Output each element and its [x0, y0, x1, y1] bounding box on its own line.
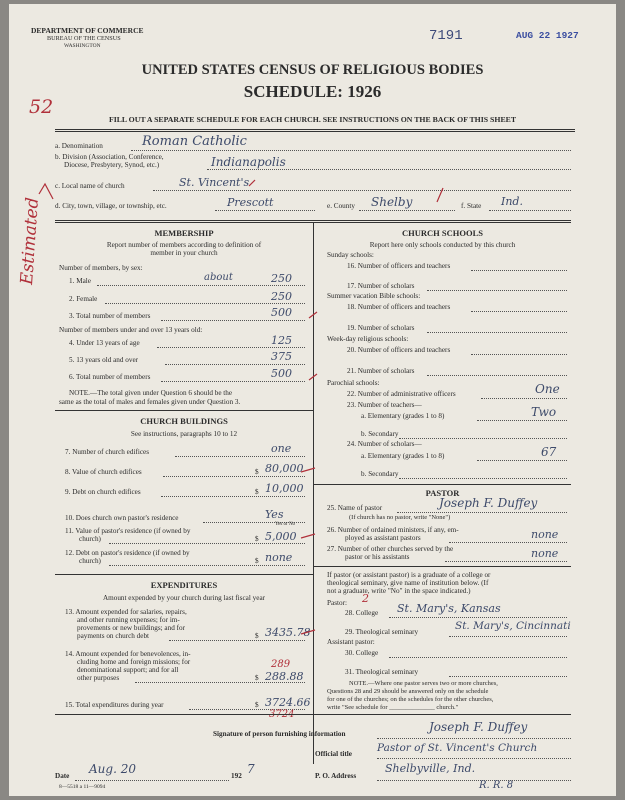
q2-female-label: 2. Female: [69, 295, 98, 303]
q31-label: 31. Theological seminary: [345, 668, 419, 676]
city-label: WASHINGTON: [64, 43, 101, 49]
signature-value: Joseph F. Duffey: [429, 720, 528, 734]
margin-number: 52: [29, 96, 54, 118]
q23a-value: Two: [531, 405, 557, 419]
q22-value: One: [535, 382, 560, 396]
q8-label: 8. Value of church edifices: [65, 468, 142, 476]
q10-value: Yes: [265, 508, 284, 521]
q18-label: 18. Number of officers and teachers: [347, 303, 451, 311]
graduate-instruction-2: theological seminary, give name of institution below. (If: [327, 579, 489, 587]
membership-intro-1: Report number of members according to definition of: [106, 241, 262, 249]
q28-label: 28. College: [345, 609, 379, 617]
form-code: 8—5518 a 11—9094: [59, 784, 106, 790]
pastor-note-1: NOTE.—Where one pastor serves two or more churches,: [349, 680, 498, 687]
members-by-sex-label: Number of members, by sex:: [59, 264, 143, 272]
instructions-banner: FILL OUT A SEPARATE SCHEDULE FOR EACH CHURCH. SEE INSTRUCTIONS ON THE BACK OF THIS SHEET: [108, 115, 517, 124]
expenditures-heading: EXPENDITURES: [150, 580, 218, 590]
division-label-1: b. Division (Association, Conference,: [55, 153, 164, 161]
q15-value: 3724.66: [265, 696, 311, 709]
pastor-note-2: Questions 28 and 29 should be answered only on the schedule: [327, 688, 489, 695]
q1-male-label: 1. Male: [69, 277, 91, 285]
parochial-schools-label: Parochial schools:: [327, 379, 380, 387]
county-label: e. County: [327, 202, 355, 210]
q12-label-1: 12. Debt on pastor's residence (if owned by: [65, 549, 190, 557]
membership-intro-2: member in your church: [150, 249, 218, 257]
date-label: Date: [55, 772, 70, 780]
q30-label: 30. College: [345, 649, 379, 657]
division-value: Indianapolis: [211, 155, 286, 169]
q26-label-1: 26. Number of ordained ministers, if any, em-: [327, 526, 459, 534]
city-town-label: d. City, town, village, or township, etc.: [55, 202, 167, 210]
q22-label: 22. Number of administrative officers: [347, 390, 456, 398]
q7-label: 7. Number of church edifices: [65, 448, 150, 456]
q29-label: 29. Theological seminary: [345, 628, 419, 636]
schools-heading: CHURCH SCHOOLS: [402, 228, 483, 238]
schools-subheading: Report here only schools conducted by this church: [369, 241, 516, 249]
membership-heading: MEMBERSHIP: [154, 228, 214, 238]
q2-female-value: 250: [271, 290, 292, 303]
q24b-label: b. Secondary: [361, 470, 399, 478]
received-date-stamp: AUG 22 1927: [516, 30, 579, 41]
official-title-value: Pastor of St. Vincent's Church: [377, 742, 538, 754]
q21-label: 21. Number of scholars: [347, 367, 415, 375]
assistant-pastor-subheading: Assistant pastor:: [327, 638, 375, 646]
signature-label: Signature of person furnishing information: [213, 730, 346, 738]
q8-value: 80,000: [265, 462, 304, 475]
q13-label-1: 13. Amount expended for salaries, repairs,: [65, 608, 187, 616]
membership-note-2: same as the total of males and females given under Question 3.: [59, 398, 241, 406]
q14-label-1: 14. Amount expended for benevolences, in-: [65, 650, 191, 658]
division-label-2: Diocese, Presbytery, Synod, etc.): [64, 161, 160, 169]
graduate-instruction-1: If pastor (or assistant pastor) is a graduate of a college or: [327, 571, 491, 579]
q3-total-label: 3. Total number of members: [69, 312, 151, 320]
q10-label: 10. Does church own pastor's residence: [65, 514, 179, 522]
denomination-value: Roman Catholic: [142, 134, 247, 149]
q3-total-value: 500: [271, 306, 292, 319]
q13-label-4: payments on church debt: [77, 632, 150, 640]
q14-value: 288.88: [265, 670, 304, 683]
q25-label: 25. Name of pastor: [327, 504, 383, 512]
q23-label: 23. Number of teachers—: [347, 401, 422, 409]
weekday-schools-label: Week-day religious schools:: [327, 335, 409, 343]
q24-label: 24. Number of scholars—: [347, 440, 422, 448]
q11-value: 5,000: [265, 530, 297, 543]
q20-label: 20. Number of officers and teachers: [347, 346, 451, 354]
q9-label: 9. Debt on church edifices: [65, 488, 141, 496]
q23b-label: b. Secondary: [361, 430, 399, 438]
q13-value: 3435.78: [265, 626, 311, 639]
q26-value: none: [531, 528, 559, 541]
q9-value: 10,000: [265, 482, 304, 495]
q13-label-2: and other running expenses; for im-: [77, 616, 180, 624]
q6-total-value: 500: [271, 367, 292, 380]
q25-note: (If church has no pastor, write "None"): [349, 514, 451, 521]
date-value: Aug. 20: [89, 762, 136, 776]
q4-under13-label: 4. Under 13 years of age: [69, 339, 140, 347]
q16-label: 16. Number of officers and teachers: [347, 262, 451, 270]
state-value: Ind.: [501, 195, 523, 208]
graduate-instruction-3: not a graduate, write "No" in the space indicated.): [327, 587, 471, 595]
q11-label-2: church): [79, 535, 101, 543]
expenditures-subheading: Amount expended by your church during last fiscal year: [102, 594, 266, 602]
q11-label-1: 11. Value of pastor's residence (if owned by: [65, 527, 191, 535]
q27-label-1: 27. Number of other churches served by the: [327, 545, 454, 553]
church-name-label: c. Local name of church: [55, 182, 125, 190]
q13-label-3: provements or new buildings; and for: [77, 624, 185, 632]
buildings-heading: CHURCH BUILDINGS: [140, 416, 228, 426]
state-label: f. State: [461, 202, 482, 210]
q26-label-2: ployed as assistant pastors: [345, 534, 421, 542]
city-town-value: Prescott: [227, 196, 274, 209]
buildings-subheading: See instructions, paragraphs 10 to 12: [130, 430, 238, 438]
age-intro-label: Number of members under and over 13 years old:: [59, 326, 203, 334]
census-schedule-sheet: DEPARTMENT OF COMMERCE BUREAU OF THE CENSUS WASHINGTON 7191 AUG 22 1927 UNITED STATES CENSUS OF RELIGIOUS BODIES SCHEDULE: 1926 52 FILL OUT A SEPARATE SCHEDULE FOR EACH CHURCH. SEE INSTRUCTIONS ON THE BACK OF THIS SHEET a. Denomination Roman Catholic b. Division (Association, Conference, Diocese, Presbytery, Synod, etc.) Indianapolis c. Local name of church St. Vincent's d. City, town, village, or township, etc. Prescott e. County Shelby f. State Ind. Estimated MEMBERSHIP Report number of members according to definition of member in your church Number of members, by sex: 1. Male about 250 2. Female 250 3. Total number of members 500 Number of members under and over 13 years old: 4. Under 13 years of age 125 5. 13 years old and over 375 6. Total number of members 500 NOTE.—The total given under Question 6 should be the same as the total of males and females given under Question 3. CHURCH BUILDINGS See instructions, paragraphs 10 to 12 7. Number of church edifices one 8. Value of church edifices $ 80,000 9. Debt on church edifices $ 10,000 10. Does church own pastor's residence Yes Yes or No 11. Value of pastor's residence (if owned by church) $ 5,000 12. Debt on pastor's residence (if owned by church) $ none EXPENDITURES Amount expended by your church during last fiscal year 13. Amount expended for salaries, repairs, and other running expenses; for im- provements or new buildings; and for payments on church debt $ 3435.78 14. Amount expended for benevolences, in- cluding home and foreign missions; for denominational support; and for all other purposes 289 $ 288.88 15. Total expenditures during year $ 3724.66 CHURCH SCHOOLS Report here only schools conducted by this church Sunday schools: 16. Number of officers and teachers 17. Number of scholars Summer vacation Bible schools: 18. Number of officers and teachers 19. Number of scholars Week-day religious schools: 20. Number of officers and teachers 21. Number of scholars Parochial schools: 22. Number of administrative officers One 23. Number of teachers— a. Elementary (grades 1 to 8) Two b. Secondary 24. Number of scholars— a. Elementary (grades 1 to 8) 67 b. Secondary PASTOR 25. Name of pastor Joseph F. Duffey (If church has no pastor, write "None") 26. Number of ordained ministers, if any, em- ployed as assistant pastors none 27. Number of other churches served by the pastor or his assistants none If pastor (or assistant pastor) is a graduate of a college or theological seminary, give name of institution below. (If not a graduate, write "No" in the space indicated.) Pastor: 2 28. College St. Mary's, Kansas 29. Theological seminary St. Mary's, Cincinnati Assistant pastor: 30. College 31. Theological seminary NOTE.—Where one pastor serves two or more churches, Questions 28 and 29 should be answered only on the schedule for one of the churches; on the schedules for the other churches, write "See schedule for ______________ church." Signature of person furnishing information Joseph F. Duffey Official title Pastor of St. Vincent's Church Date Aug. 20 192 7 P. O. Address Shelbyville, Ind. R. R. 8 8—5518 a 11—9094: [9, 4, 616, 796]
estimated-margin-note: Estimated: [17, 196, 44, 286]
q14-red-correction: 289: [271, 659, 291, 670]
q27-value: none: [531, 547, 559, 560]
q28-college-value: St. Mary's, Kansas: [397, 602, 501, 615]
q1-about-note: about: [204, 272, 233, 283]
q23a-label: a. Elementary (grades 1 to 8): [361, 412, 445, 420]
q5-over13-label: 5. 13 years old and over: [69, 356, 139, 364]
po-address-value: Shelbyville, Ind.: [385, 762, 476, 775]
department-label: DEPARTMENT OF COMMERCE: [31, 26, 144, 35]
county-value: Shelby: [371, 195, 413, 209]
church-name-value: St. Vincent's: [179, 176, 250, 189]
checkmarks-overlay: [9, 4, 616, 796]
pastor-subheading: Pastor:: [327, 599, 347, 607]
q29-seminary-value: St. Mary's, Cincinnati: [455, 620, 571, 632]
pastor-heading: PASTOR: [425, 488, 460, 498]
year-prefix: 192: [231, 772, 242, 780]
q14-label-4: other purposes: [77, 674, 120, 682]
q10-options: Yes or No: [275, 522, 296, 527]
q12-label-2: church): [79, 557, 101, 565]
q24a-label: a. Elementary (grades 1 to 8): [361, 452, 445, 460]
q15-label: 15. Total expenditures during year: [65, 701, 164, 709]
form-number: 7191: [429, 28, 463, 44]
summer-schools-label: Summer vacation Bible schools:: [327, 292, 421, 300]
q14-label-2: cluding home and foreign missions; for: [77, 658, 191, 666]
q19-label: 19. Number of scholars: [347, 324, 415, 332]
schedule-title: SCHEDULE: 1926: [243, 82, 382, 101]
q24a-value: 67: [541, 445, 557, 459]
q1-male-value: 250: [271, 272, 292, 285]
denomination-label: a. Denomination: [55, 142, 103, 150]
form-title: UNITED STATES CENSUS OF RELIGIOUS BODIES: [141, 62, 484, 78]
q17-label: 17. Number of scholars: [347, 282, 415, 290]
q4-under13-value: 125: [271, 334, 292, 347]
q12-value: none: [265, 551, 293, 564]
membership-note-1: NOTE.—The total given under Question 6 should be the: [69, 389, 233, 397]
q6-total-label: 6. Total number of members: [69, 373, 151, 381]
po-address-route: R. R. 8: [479, 780, 514, 791]
sunday-schools-label: Sunday schools:: [327, 251, 374, 259]
q14-label-3: denominational support; and for all: [77, 666, 179, 674]
pastor-note-4: write "See schedule for ______________ church.": [327, 704, 459, 711]
bureau-label: BUREAU OF THE CENSUS: [47, 35, 121, 42]
q7-value: one: [271, 442, 292, 455]
q25-pastor-name-value: Joseph F. Duffey: [439, 496, 538, 510]
po-address-label: P. O. Address: [315, 772, 357, 780]
q5-over13-value: 375: [271, 350, 292, 363]
pastor-note-3: for one of the churches; on the schedules for the other churches,: [327, 696, 494, 703]
year-value: 7: [247, 762, 255, 776]
q27-label-2: pastor or his assistants: [345, 553, 410, 561]
official-title-label: Official title: [315, 750, 352, 758]
